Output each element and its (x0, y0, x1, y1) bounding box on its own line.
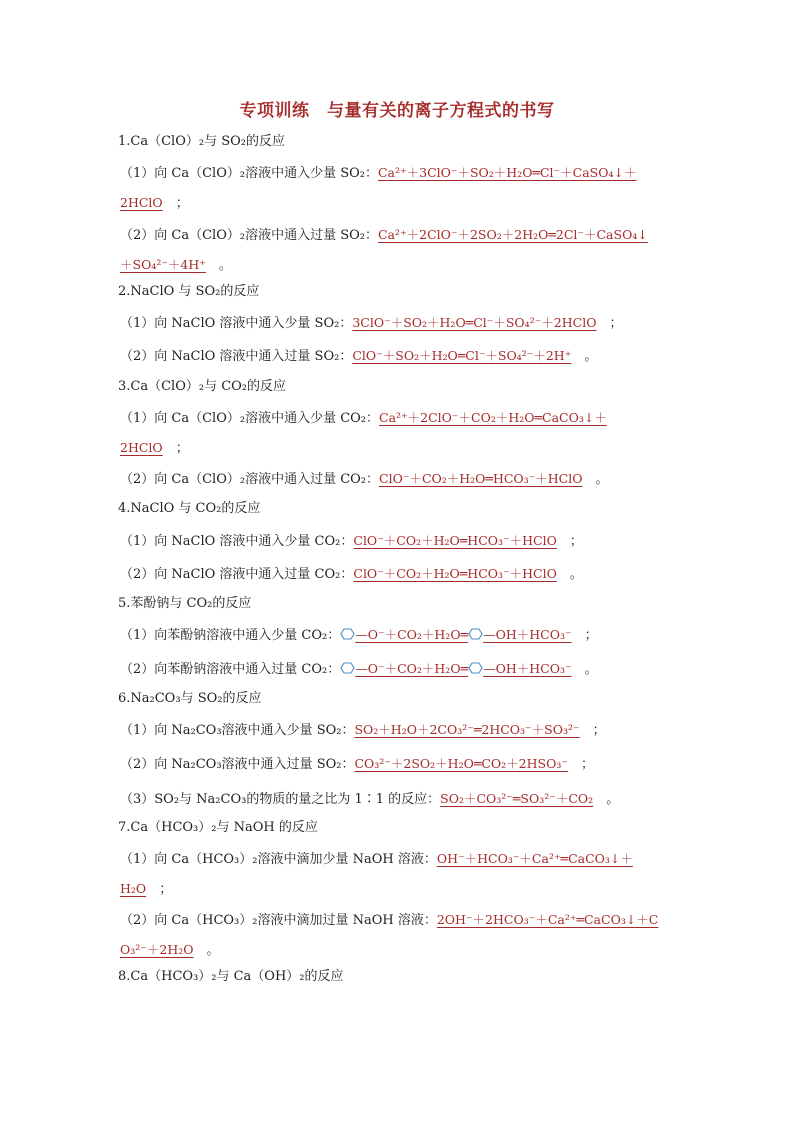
question-7-2 (120, 911, 658, 930)
answer-text: ClO⁻＋SO₂＋H₂O═Cl⁻＋SO₄²⁻＋2H⁺ (352, 348, 572, 363)
section-heading-7: 7.Ca（HCO₃）₂与 NaOH 的反应 (118, 820, 318, 835)
answer-text: 2HClO (120, 195, 163, 210)
section-heading-5: 5.苯酚钠与 CO₂的反应 (118, 596, 252, 611)
answer-text: ClO⁻＋CO₂＋H₂O═HCO₃⁻＋HClO (353, 566, 557, 581)
answer-text: O₃²⁻＋2H₂O (120, 942, 194, 957)
question-text: （2）向 Na₂CO₃溶液中通入过量 SO₂： (120, 757, 355, 772)
punctuation: 。 (595, 472, 609, 487)
question-6-1 (120, 721, 606, 740)
section-heading-1: 1.Ca（ClO）₂与 SO₂的反应 (118, 134, 285, 149)
answer-text: ClO⁻＋CO₂＋H₂O═HCO₃⁻＋HClO (379, 471, 583, 486)
question-2-1 (120, 314, 623, 333)
answer-text: 3ClO⁻＋SO₂＋H₂O═Cl⁻＋SO₄²⁻＋2HClO (352, 315, 597, 330)
question-7-1-cont (120, 880, 172, 899)
punctuation: ； (609, 316, 623, 331)
benzene-ring-icon (468, 662, 483, 674)
question-text: （1）向苯酚钠溶液中通入少量 CO₂： (120, 628, 341, 643)
punctuation: 。 (584, 662, 598, 677)
question-1-1-cont (120, 194, 189, 213)
answer-text: SO₂＋CO₃²⁻═SO₃²⁻＋CO₂ (440, 791, 594, 806)
question-1-2-cont (120, 256, 232, 275)
answer-text: —O⁻＋CO₂＋H₂O═ —OH＋HCO₃⁻ (340, 661, 571, 676)
section-heading-3: 3.Ca（ClO）₂与 CO₂的反应 (118, 379, 287, 394)
answer-text: H₂O (120, 881, 147, 896)
benzene-ring-icon (468, 628, 483, 640)
section-heading-4: 4.NaClO 与 CO₂的反应 (118, 501, 261, 516)
question-text: （1）向 NaClO 溶液中通入少量 CO₂： (120, 534, 354, 549)
question-3-1 (120, 409, 607, 428)
question-1-1 (120, 164, 636, 183)
punctuation: 。 (218, 258, 232, 273)
question-3-2 (120, 470, 609, 489)
question-text: （1）向 Na₂CO₃溶液中通入少量 SO₂： (120, 723, 355, 738)
question-3-1-cont (120, 439, 189, 458)
question-text: （1）向 NaClO 溶液中通入少量 SO₂： (120, 316, 353, 331)
question-5-2 (120, 660, 598, 679)
question-1-2 (120, 226, 648, 245)
answer-text: CO₃²⁻＋2SO₂＋H₂O═CO₂＋2HSO₃⁻ (354, 756, 568, 771)
punctuation: ； (175, 441, 189, 456)
question-text: （2）向 NaClO 溶液中通入过量 SO₂： (120, 349, 353, 364)
punctuation: ； (569, 534, 583, 549)
answer-text: Ca²⁺＋2ClO⁻＋CO₂＋H₂O═CaCO₃↓＋ (379, 410, 607, 425)
punctuation: 。 (569, 567, 583, 582)
question-7-2-cont (120, 941, 220, 960)
punctuation: ； (584, 628, 598, 643)
benzene-ring-icon (340, 662, 355, 674)
question-text: （2）向 Ca（ClO）₂溶液中通入过量 SO₂： (120, 228, 378, 243)
punctuation: ； (580, 757, 594, 772)
answer-text: Ca²⁺＋3ClO⁻＋SO₂＋H₂O═Cl⁻＋CaSO₄↓＋ (377, 165, 637, 180)
question-2-2 (120, 347, 597, 366)
question-4-2 (120, 565, 583, 584)
answer-text: Ca²⁺＋2ClO⁻＋2SO₂＋2H₂O═2Cl⁻＋CaSO₄↓ (377, 227, 648, 242)
question-7-1 (120, 850, 633, 869)
question-text: （1）向 Ca（HCO₃）₂溶液中滴加少量 NaOH 溶液： (120, 852, 437, 867)
punctuation: 。 (584, 349, 598, 364)
answer-text: ClO⁻＋CO₂＋H₂O═HCO₃⁻＋HClO (353, 533, 557, 548)
answer-text: 2OH⁻＋2HCO₃⁻＋Ca²⁺═CaCO₃↓＋C (436, 912, 659, 927)
answer-text: SO₂＋H₂O＋2CO₃²⁻═2HCO₃⁻＋SO₃²⁻ (354, 722, 580, 737)
punctuation: ； (592, 723, 606, 738)
answer-text: 2HClO (120, 440, 163, 455)
question-text: （1）向 Ca（ClO）₂溶液中通入少量 CO₂： (120, 411, 380, 426)
question-6-2 (120, 755, 594, 774)
page-title: 专项训练 与量有关的离子方程式的书写 (239, 101, 555, 121)
benzene-ring-icon (340, 628, 355, 640)
section-heading-6: 6.Na₂CO₃与 SO₂的反应 (118, 691, 262, 706)
question-text: （2）向 NaClO 溶液中通入过量 CO₂： (120, 567, 354, 582)
question-text: （1）向 Ca（ClO）₂溶液中通入少量 SO₂： (120, 166, 378, 181)
answer-text: OH⁻＋HCO₃⁻＋Ca²⁺═CaCO₃↓＋ (436, 851, 633, 866)
section-heading-2: 2.NaClO 与 SO₂的反应 (118, 284, 260, 299)
question-4-1 (120, 532, 583, 551)
question-6-3 (120, 790, 619, 809)
question-text: （3）SO₂与 Na₂CO₃的物质的量之比为 1∶1 的反应： (120, 792, 441, 807)
punctuation: ； (175, 196, 189, 211)
answer-text: —O⁻＋CO₂＋H₂O═ —OH＋HCO₃⁻ (340, 627, 571, 642)
punctuation: 。 (606, 792, 620, 807)
question-text: （2）向 Ca（HCO₃）₂溶液中滴加过量 NaOH 溶液： (120, 913, 437, 928)
section-heading-8: 8.Ca（HCO₃）₂与 Ca（OH）₂的反应 (118, 969, 344, 984)
punctuation: 。 (206, 943, 220, 958)
question-5-1 (120, 626, 598, 645)
answer-text: ＋SO₄²⁻＋4H⁺ (120, 257, 206, 272)
question-text: （2）向 Ca（ClO）₂溶液中通入过量 CO₂： (120, 472, 380, 487)
punctuation: ； (159, 882, 173, 897)
question-text: （2）向苯酚钠溶液中通入过量 CO₂： (120, 662, 341, 677)
